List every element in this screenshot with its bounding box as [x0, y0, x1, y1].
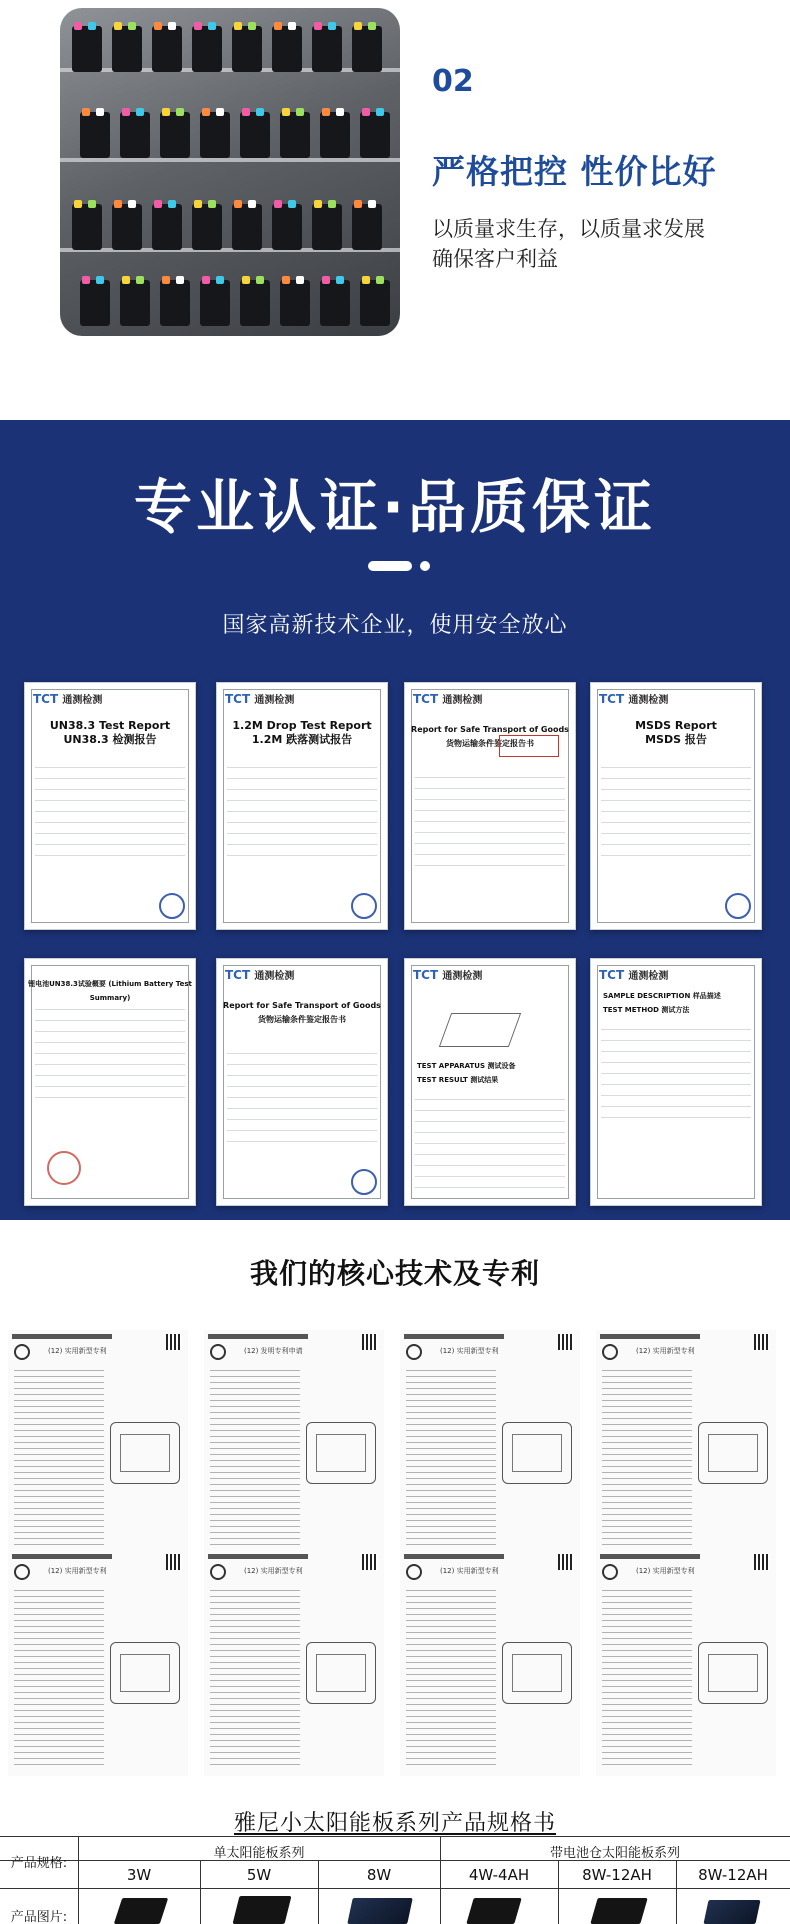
seal-icon — [351, 1169, 377, 1195]
emblem-icon — [406, 1344, 422, 1360]
certificate-title-en: Report for Safe Transport of Goods — [223, 1001, 381, 1010]
qr-code-icon — [558, 1334, 574, 1350]
battery-pack — [360, 112, 390, 158]
binder-clip — [74, 200, 82, 208]
patent-certificate[interactable] — [8, 1330, 188, 1556]
battery-pack — [112, 26, 142, 72]
patent-certificate[interactable] — [596, 1550, 776, 1776]
battery-pack — [120, 112, 150, 158]
red-seal-icon — [47, 1151, 81, 1185]
tct-logo: TCT 通测检测 — [599, 692, 669, 706]
patent-caption: (12) 实用新型专利 — [48, 1567, 107, 1575]
battery-pack — [232, 204, 262, 250]
emblem-icon — [602, 1564, 618, 1580]
certificate-card[interactable] — [590, 682, 762, 930]
battery-pack — [352, 204, 382, 250]
certificate-card[interactable] — [404, 958, 576, 1206]
binder-clip — [176, 108, 184, 116]
certificate-title-cn: 1.2M 跌落测试报告 — [251, 733, 353, 746]
binder-clip — [128, 22, 136, 30]
test-apparatus-diagram — [439, 1013, 521, 1047]
certificate-title-cn: 货物运输条件鉴定报告书 — [258, 1015, 346, 1024]
binder-clip — [368, 200, 376, 208]
binder-clip — [242, 276, 250, 284]
battery-pack — [280, 280, 310, 326]
certificate-title-en: Report for Safe Transport of Goods — [411, 725, 569, 734]
binder-clip — [216, 108, 224, 116]
tct-logo: TCT 通测检测 — [33, 692, 103, 706]
certificate-card[interactable] — [590, 958, 762, 1206]
model-8w-12ah-b: 8W-12AH — [698, 1866, 768, 1884]
binder-clip — [354, 22, 362, 30]
certificate-title-en: MSDS Report — [635, 719, 717, 732]
binder-clip — [122, 108, 130, 116]
certificate-title-en: 1.2M Drop Test Report — [232, 719, 372, 732]
binder-clip — [336, 108, 344, 116]
group-battery-panels: 带电池仓太阳能板系列 — [549, 1846, 680, 1861]
certificate-title-cn: 锂电池UN38.3试验概要 (Lithium Battery Test Summary) — [28, 980, 192, 1002]
patent-certificate[interactable] — [596, 1330, 776, 1556]
tct-logo: TCT 通测检测 — [599, 968, 669, 982]
certificate-card[interactable] — [404, 682, 576, 930]
certificate-title-en: SAMPLE DESCRIPTION 样品描述 — [603, 992, 721, 1000]
battery-pack — [240, 280, 270, 326]
binder-clip — [242, 108, 250, 116]
binder-clip — [216, 276, 224, 284]
report-text-lines — [227, 1043, 377, 1169]
binder-clip — [362, 108, 370, 116]
battery-pack — [352, 26, 382, 72]
model-5w: 5W — [246, 1866, 272, 1884]
certification-subtitle: 国家高新技术企业，使用安全放心 — [222, 613, 568, 638]
binder-clip — [234, 200, 242, 208]
certificate-card[interactable] — [216, 682, 388, 930]
battery-pack — [80, 112, 110, 158]
binder-clip — [168, 200, 176, 208]
battery-pack — [192, 26, 222, 72]
emblem-icon — [14, 1564, 30, 1580]
binder-clip — [96, 276, 104, 284]
patent-caption: (12) 实用新型专利 — [636, 1567, 695, 1575]
spec-table — [0, 1806, 790, 1924]
report-text-lines — [601, 1019, 751, 1169]
feature-line: 以质量求生存，以质量求发展 — [432, 217, 705, 241]
binder-clip — [288, 200, 296, 208]
binder-clip — [154, 200, 162, 208]
binder-clip — [162, 108, 170, 116]
binder-clip — [274, 200, 282, 208]
binder-clip — [248, 200, 256, 208]
patent-caption: (12) 实用新型专利 — [440, 1567, 499, 1575]
title-divider — [368, 561, 432, 571]
feature-description — [432, 214, 705, 274]
binder-clip — [136, 276, 144, 284]
feature-line: 确保客户利益 — [432, 247, 558, 271]
battery-aging-test-photo — [60, 8, 400, 336]
battery-pack — [312, 26, 342, 72]
solar-panel-5w-image — [233, 1896, 292, 1924]
binder-clip — [176, 276, 184, 284]
battery-pack — [272, 204, 302, 250]
binder-clip — [74, 22, 82, 30]
binder-clip — [322, 108, 330, 116]
patent-caption: (12) 实用新型专利 — [244, 1567, 303, 1575]
solar-panel-4w-4ah-image — [466, 1898, 521, 1924]
certification-title: 专业认证·品质保证 — [133, 473, 657, 541]
binder-clip — [376, 108, 384, 116]
binder-clip — [288, 22, 296, 30]
binder-clip — [202, 108, 210, 116]
binder-clip — [208, 22, 216, 30]
qr-code-icon — [362, 1334, 378, 1350]
binder-clip — [168, 22, 176, 30]
patent-caption: (12) 实用新型专利 — [48, 1347, 107, 1355]
battery-pack — [120, 280, 150, 326]
battery-pack — [280, 112, 310, 158]
patent-caption: (12) 实用新型专利 — [636, 1347, 695, 1355]
binder-clip — [362, 276, 370, 284]
model-8w: 8W — [366, 1866, 392, 1884]
patent-certificate[interactable] — [204, 1330, 384, 1556]
binder-clip — [328, 200, 336, 208]
binder-clip — [296, 276, 304, 284]
solar-panel-3w-image — [114, 1898, 168, 1924]
emblem-icon — [210, 1564, 226, 1580]
patent-caption: (12) 发明专利申请 — [244, 1347, 303, 1355]
patent-certificate[interactable] — [400, 1550, 580, 1776]
tct-logo: TCT 通测检测 — [413, 968, 483, 982]
binder-clip — [128, 200, 136, 208]
battery-pack — [152, 204, 182, 250]
battery-pack — [240, 112, 270, 158]
certification-banner — [0, 420, 790, 1220]
certificate-title-cn: MSDS 报告 — [645, 733, 707, 746]
binder-clip — [194, 22, 202, 30]
patent-certificate[interactable] — [204, 1550, 384, 1776]
binder-clip — [88, 200, 96, 208]
report-text-lines — [227, 757, 377, 893]
binder-clip — [282, 108, 290, 116]
certificate-card[interactable] — [216, 958, 388, 1206]
binder-clip — [282, 276, 290, 284]
solar-panel-8w-12ah-image — [590, 1898, 647, 1924]
binder-clip — [96, 108, 104, 116]
binder-clip — [354, 200, 362, 208]
binder-clip — [208, 200, 216, 208]
spec-title: 雅尼小太阳能板系列产品规格书 — [233, 1811, 556, 1836]
battery-pack — [72, 204, 102, 250]
patent-certificate[interactable] — [8, 1550, 188, 1776]
patents-section — [0, 1220, 790, 1806]
binder-clip — [122, 276, 130, 284]
report-text-lines — [415, 1089, 565, 1169]
binder-clip — [314, 22, 322, 30]
image-row-label: 产品图片: — [10, 1910, 68, 1924]
seal-icon — [159, 893, 185, 919]
report-text-lines — [415, 767, 565, 893]
certificate-title-cn: 货物运输条件鉴定报告书 — [446, 739, 534, 748]
emblem-icon — [210, 1344, 226, 1360]
binder-clip — [336, 276, 344, 284]
seal-icon — [351, 893, 377, 919]
battery-pack — [200, 112, 230, 158]
feature-heading: 严格把控 性价比好 — [432, 152, 717, 191]
battery-pack — [160, 112, 190, 158]
qr-code-icon — [558, 1554, 574, 1570]
qr-code-icon — [754, 1334, 770, 1350]
battery-pack — [72, 26, 102, 72]
binder-clip — [202, 276, 210, 284]
binder-clip — [114, 22, 122, 30]
binder-clip — [322, 276, 330, 284]
certificate-title-en: UN38.3 Test Report — [49, 719, 171, 732]
binder-clip — [114, 200, 122, 208]
battery-pack — [312, 204, 342, 250]
binder-clip — [328, 22, 336, 30]
binder-clip — [234, 22, 242, 30]
binder-clip — [194, 200, 202, 208]
battery-pack — [232, 26, 262, 72]
qr-code-icon — [754, 1554, 770, 1570]
group-single-panels: 单太阳能板系列 — [213, 1846, 305, 1861]
certificate-title-cn: UN38.3 检测报告 — [63, 733, 157, 746]
certificate-title-cn: TEST RESULT 测试结果 — [417, 1076, 499, 1084]
binder-clip — [296, 108, 304, 116]
patents-title: 我们的核心技术及专利 — [249, 1257, 540, 1290]
binder-clip — [376, 276, 384, 284]
binder-clip — [248, 22, 256, 30]
binder-clip — [256, 108, 264, 116]
model-3w: 3W — [126, 1866, 152, 1884]
certificate-card[interactable] — [24, 682, 196, 930]
red-stamp-box — [499, 735, 559, 757]
battery-pack — [320, 280, 350, 326]
emblem-icon — [406, 1564, 422, 1580]
battery-pack — [112, 204, 142, 250]
binder-clip — [368, 22, 376, 30]
report-text-lines — [601, 757, 751, 893]
certificate-title-en: TEST APPARATUS 测试设备 — [417, 1062, 516, 1070]
tct-logo: TCT 通测检测 — [225, 692, 295, 706]
binder-clip — [154, 22, 162, 30]
seal-icon — [725, 893, 751, 919]
patent-certificate[interactable] — [400, 1330, 580, 1556]
battery-pack — [200, 280, 230, 326]
model-4w-4ah: 4W-4AH — [468, 1866, 530, 1884]
report-text-lines — [35, 757, 185, 893]
qr-code-icon — [362, 1554, 378, 1570]
battery-pack — [152, 26, 182, 72]
spec-row-label: 产品规格: — [10, 1856, 68, 1871]
report-text-lines — [35, 999, 185, 1169]
emblem-icon — [602, 1344, 618, 1360]
certificate-card[interactable] — [24, 958, 196, 1206]
model-8w-12ah: 8W-12AH — [582, 1866, 652, 1884]
binder-clip — [88, 22, 96, 30]
binder-clip — [162, 276, 170, 284]
binder-clip — [314, 200, 322, 208]
battery-pack — [80, 280, 110, 326]
binder-clip — [274, 22, 282, 30]
patent-caption: (12) 实用新型专利 — [440, 1347, 499, 1355]
emblem-icon — [14, 1344, 30, 1360]
section-number: 02 — [432, 64, 474, 99]
qr-code-icon — [166, 1554, 182, 1570]
tct-logo: TCT 通测检测 — [413, 692, 483, 706]
battery-pack — [272, 26, 302, 72]
solar-panel-8w-12ah-b-image — [703, 1900, 760, 1924]
battery-pack — [192, 204, 222, 250]
tct-logo: TCT 通测检测 — [225, 968, 295, 982]
certificate-title-cn: TEST METHOD 测试方法 — [603, 1006, 690, 1014]
binder-clip — [82, 276, 90, 284]
feature-section — [0, 0, 790, 420]
battery-pack — [320, 112, 350, 158]
binder-clip — [256, 276, 264, 284]
solar-panel-8w-image — [347, 1898, 413, 1924]
binder-clip — [82, 108, 90, 116]
qr-code-icon — [166, 1334, 182, 1350]
binder-clip — [136, 108, 144, 116]
battery-pack — [360, 280, 390, 326]
battery-pack — [160, 280, 190, 326]
